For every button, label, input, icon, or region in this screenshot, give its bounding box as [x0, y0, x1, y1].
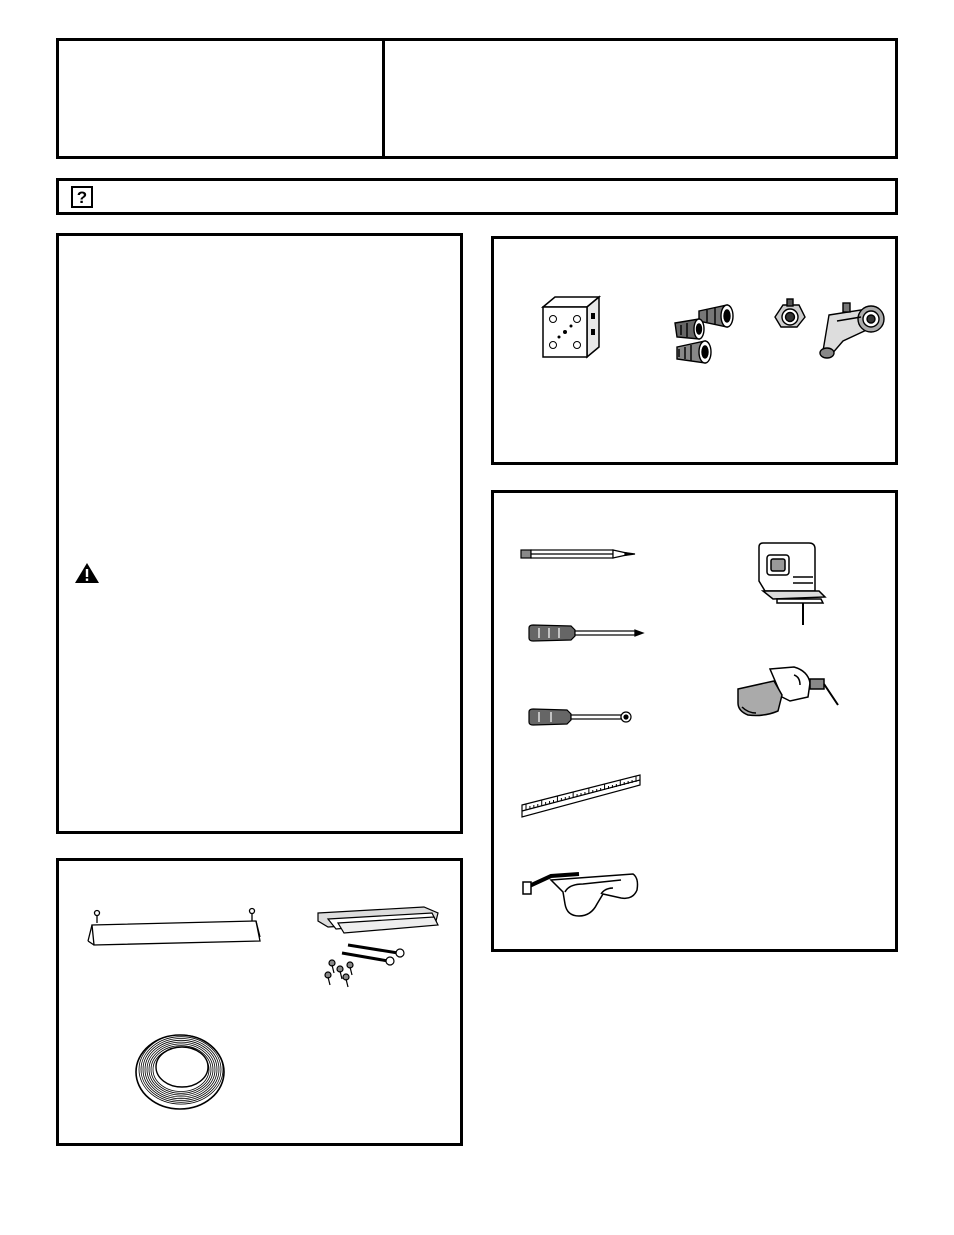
safety-glasses-icon — [521, 866, 641, 926]
drill-icon — [734, 663, 844, 723]
jigsaw-icon — [749, 541, 829, 631]
flat-screwdriver-icon — [527, 706, 635, 728]
header-divider — [382, 41, 385, 156]
wire-nuts-icon — [669, 301, 739, 369]
pencil-icon — [519, 546, 639, 562]
help-question-icon: ? — [71, 186, 93, 208]
conduit-connectors-icon — [769, 295, 889, 367]
instructions-panel — [56, 233, 463, 834]
tools-panel — [491, 490, 898, 952]
junction-box-icon — [539, 293, 604, 361]
materials-panel — [491, 236, 898, 465]
question-banner — [56, 178, 898, 215]
parts-panel — [56, 858, 463, 1146]
foam-tape-roll-icon — [134, 1033, 226, 1111]
phillips-screwdriver-icon — [527, 622, 647, 644]
ruler-icon — [518, 771, 643, 821]
mounting-brackets-screws-icon — [314, 899, 444, 989]
filler-strip-icon — [84, 905, 264, 951]
header-box — [56, 38, 898, 159]
warning-triangle-icon — [74, 562, 100, 584]
